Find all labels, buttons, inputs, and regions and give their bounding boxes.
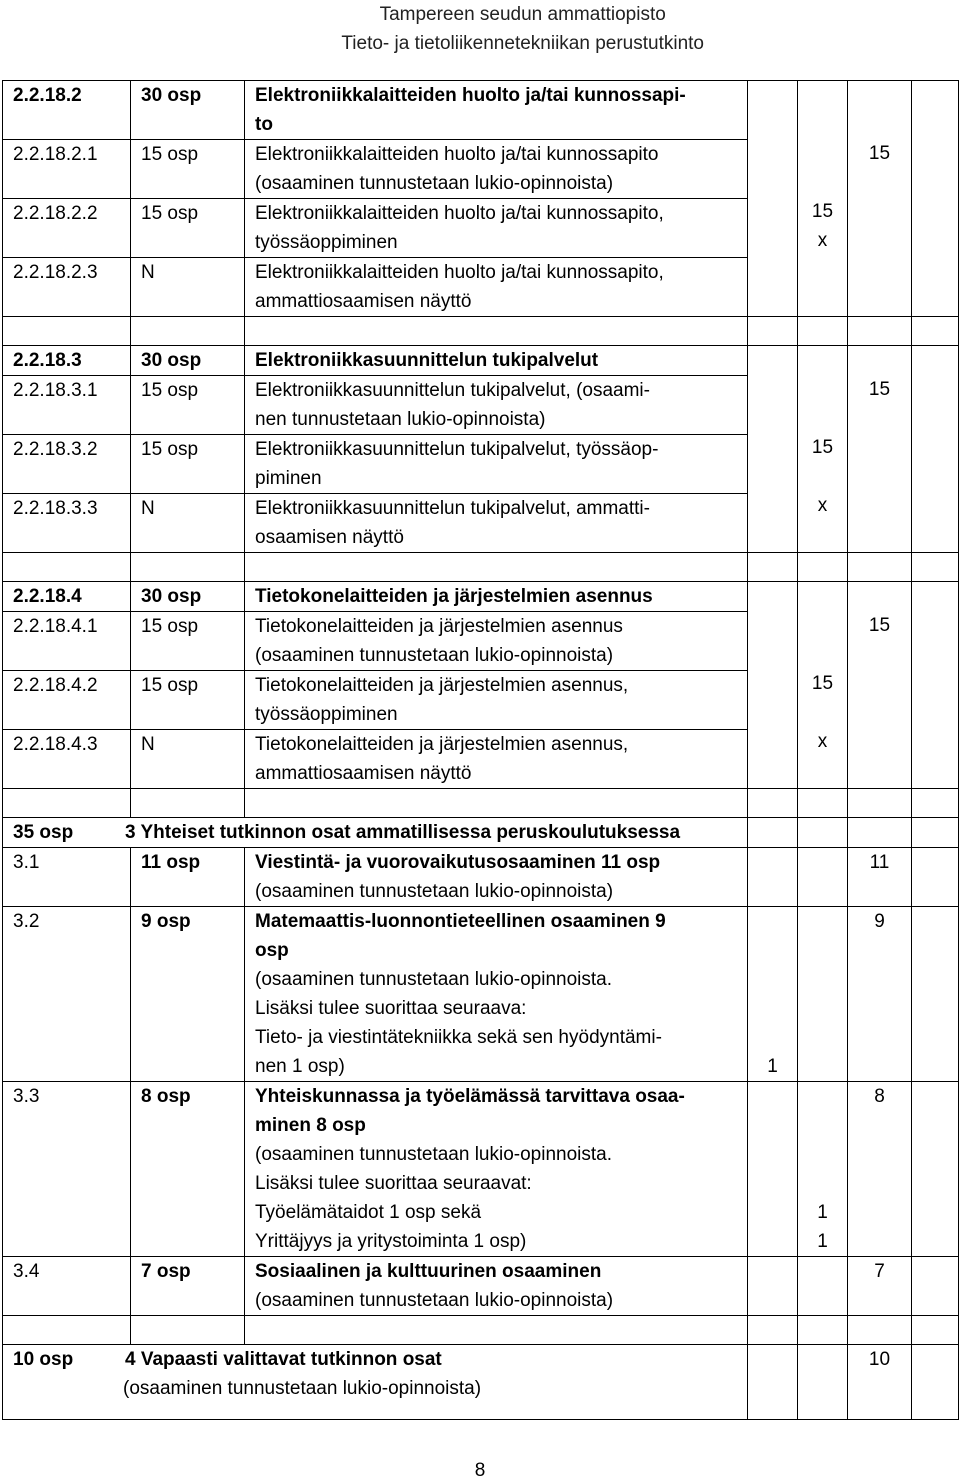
row-osp: 15 osp [131, 435, 245, 494]
row-code: 2.2.18.2.3 [3, 258, 131, 317]
row-title: Tietokonelaitteiden ja järjestelmien asennus (osaaminen tunnustetaan lukio-opinnoista) [245, 612, 748, 671]
table-row [3, 818, 959, 848]
col-value-a: 1 [748, 907, 798, 1082]
row-title: Yhteiskunnassa ja työelämässä tarvittava osaa- minen 8 osp (osaaminen tunnustetaan lukio-opinnoista. Lisäksi tulee suorittaa seuraavat: Työelämätaidot 1 osp sekä Yrittäjyys ja yritystoiminta 1 osp) [245, 1082, 748, 1257]
row-osp: 7 osp [131, 1257, 245, 1316]
row-code: 3.4 [3, 1257, 131, 1316]
col-value-b: 10 [848, 1345, 912, 1420]
row-title: Matemaattis-luonnontieteellinen osaaminen 9 osp (osaaminen tunnustetaan lukio-opinnoista. Lisäksi tulee suorittaa seuraava: Tieto- ja viestintätekniikka sekä sen hyödyntämi- nen 1 osp) [245, 907, 748, 1082]
row-title: Elektroniikkalaitteiden huolto ja/tai kunnossapi- to [245, 81, 748, 140]
row-code: 2.2.18.3.2 [3, 435, 131, 494]
col-value-b: 15 [848, 582, 912, 789]
empty-cell [912, 81, 959, 317]
row-osp: 15 osp [131, 199, 245, 258]
row-code: 2.2.18.4 [3, 582, 131, 612]
row-title: Elektroniikkasuunnittelun tukipalvelut, (osaami- nen tunnustetaan lukio-opinnoista) [245, 376, 748, 435]
row-code: 2.2.18.3.1 [3, 376, 131, 435]
row-code: 3.2 [3, 907, 131, 1082]
row-osp: 30 osp [131, 81, 245, 140]
empty-cell [748, 81, 798, 317]
row-osp: 9 osp [131, 907, 245, 1082]
col-value-a: 1 1 [798, 1082, 848, 1257]
row-osp: 30 osp [131, 582, 245, 612]
row-title: Elektroniikkasuunnittelun tukipalvelut [245, 346, 748, 376]
col-value-b: 9 [848, 907, 912, 1082]
row-code: 3.3 [3, 1082, 131, 1257]
row-code: 2.2.18.4.3 [3, 730, 131, 789]
col-value-b: 7 [848, 1257, 912, 1316]
row-title: Tietokonelaitteiden ja järjestelmien asennus, työssäoppiminen [245, 671, 748, 730]
page-number: 8 [474, 1460, 486, 1481]
col-value-a: 15 x [798, 582, 848, 789]
row-code: 2.2.18.2.2 [3, 199, 131, 258]
col-value-a: 15 x [798, 81, 848, 317]
empty-cell [912, 582, 959, 789]
header-institution: Tampereen seudun ammattiopisto [379, 4, 666, 25]
col-value-b: 15 [848, 81, 912, 317]
row-title: Viestintä- ja vuorovaikutusosaaminen 11 osp (osaaminen tunnustetaan lukio-opinnoista) [245, 848, 748, 907]
table-row [3, 81, 959, 140]
section-heading: 10 osp 4 Vapaasti valittavat tutkinnon osat (osaaminen tunnustetaan lukio-opinnoista) [3, 1345, 748, 1420]
spacer-row [3, 317, 959, 346]
spacer-row [3, 553, 959, 582]
row-title: Elektroniikkasuunnittelun tukipalvelut, työssäop- piminen [245, 435, 748, 494]
row-code: 2.2.18.4.1 [3, 612, 131, 671]
row-title: Elektroniikkalaitteiden huolto ja/tai kunnossapito, työssäoppiminen [245, 199, 748, 258]
row-osp: 8 osp [131, 1082, 245, 1257]
row-code: 3.1 [3, 848, 131, 907]
row-title: Elektroniikkalaitteiden huolto ja/tai kunnossapito (osaaminen tunnustetaan lukio-opinnoista) [245, 140, 748, 199]
row-code: 2.2.18.3 [3, 346, 131, 376]
table-row [3, 582, 959, 612]
row-osp: N [131, 494, 245, 553]
table-row [3, 1345, 959, 1420]
row-code: 2.2.18.3.3 [3, 494, 131, 553]
document-header [341, 0, 704, 58]
section-heading: 35 osp 3 Yhteiset tutkinnon osat ammatillisessa peruskoulutuksessa [3, 818, 748, 848]
row-osp: 15 osp [131, 376, 245, 435]
row-code: 2.2.18.2.1 [3, 140, 131, 199]
row-code: 2.2.18.4.2 [3, 671, 131, 730]
spacer-row [3, 789, 959, 818]
col-value-b: 11 [848, 848, 912, 907]
col-value-b: 15 [848, 346, 912, 553]
row-title: Sosiaalinen ja kulttuurinen osaaminen (osaaminen tunnustetaan lukio-opinnoista) [245, 1257, 748, 1316]
row-osp: 15 osp [131, 140, 245, 199]
spacer-row [3, 1316, 959, 1345]
row-osp: N [131, 258, 245, 317]
row-osp: 15 osp [131, 612, 245, 671]
table-row [3, 848, 959, 907]
empty-cell [912, 346, 959, 553]
header-degree: Tieto- ja tietoliikennetekniikan perustutkinto [341, 33, 704, 54]
row-osp: N [131, 730, 245, 789]
row-osp: 11 osp [131, 848, 245, 907]
empty-cell [748, 582, 798, 789]
col-value-a: 15 x [798, 346, 848, 553]
table-row [3, 1082, 959, 1257]
row-title: Tietokonelaitteiden ja järjestelmien asennus [245, 582, 748, 612]
col-value-b: 8 [848, 1082, 912, 1257]
empty-cell [748, 346, 798, 553]
row-title: Tietokonelaitteiden ja järjestelmien asennus, ammattiosaamisen näyttö [245, 730, 748, 789]
row-title: Elektroniikkasuunnittelun tukipalvelut, ammatti- osaamisen näyttö [245, 494, 748, 553]
row-osp: 15 osp [131, 671, 245, 730]
row-title: Elektroniikkalaitteiden huolto ja/tai kunnossapito, ammattiosaamisen näyttö [245, 258, 748, 317]
table-row [3, 346, 959, 376]
row-osp: 30 osp [131, 346, 245, 376]
curriculum-table [2, 80, 959, 1420]
row-code: 2.2.18.2 [3, 81, 131, 140]
table-row [3, 907, 959, 1082]
table-row [3, 1257, 959, 1316]
